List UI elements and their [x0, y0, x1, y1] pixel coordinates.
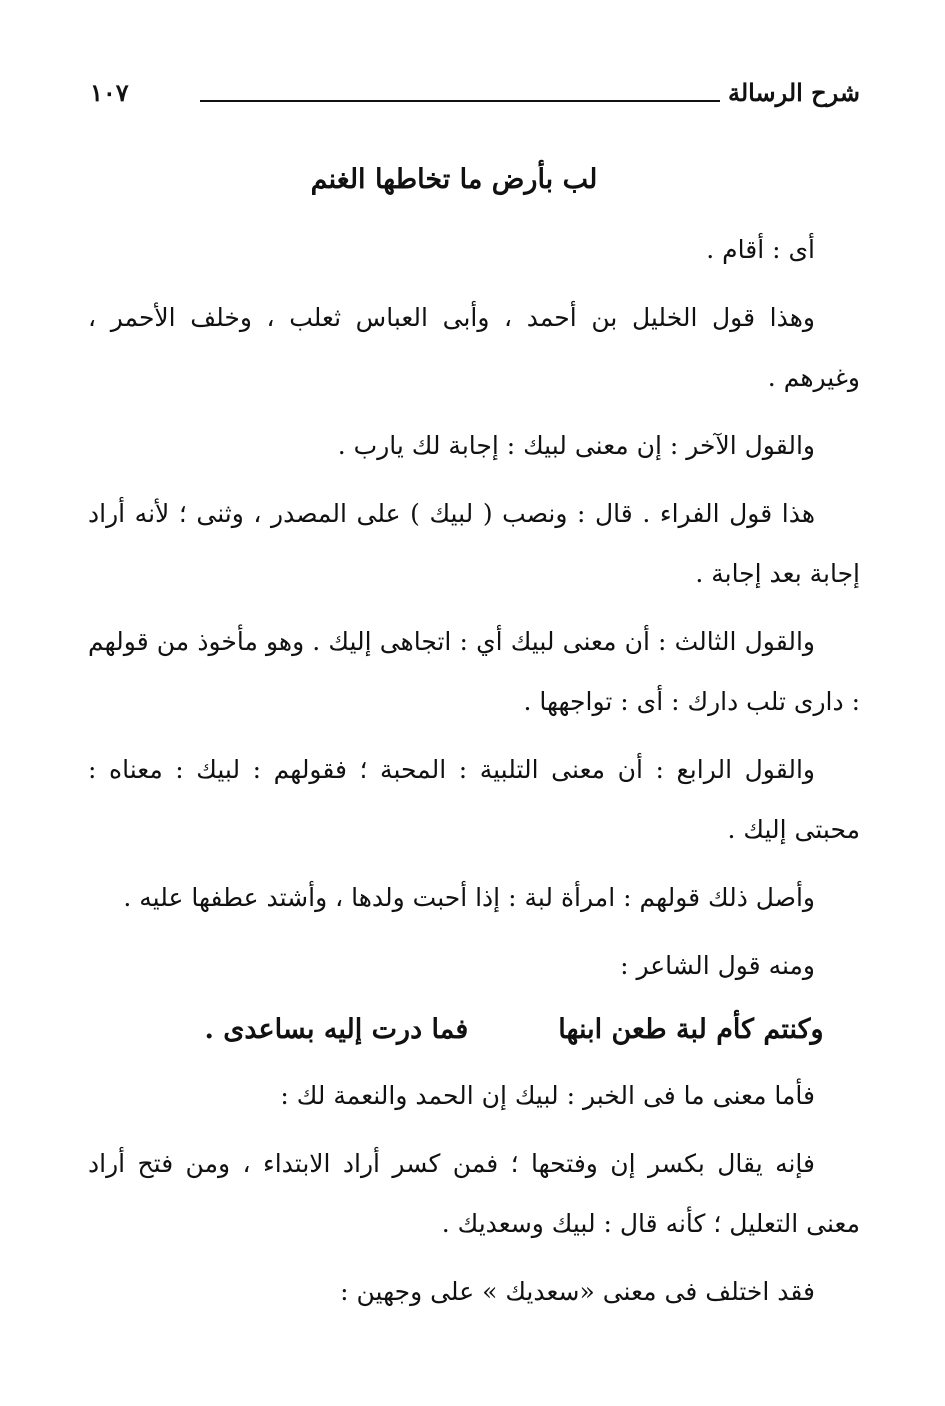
- body-text: [88, 150, 860, 1330]
- paragraph: والقول الثالث : أن معنى لبيك أي : اتجاهى إليك . وهو مأخوذ من قولهم : دارى تلب دارك : أى : تواجهها .: [88, 627, 860, 716]
- running-header: [90, 78, 860, 118]
- running-title: شرح الرسالة: [727, 78, 860, 107]
- paragraph: فإنه يقال بكسر إن وفتحها ؛ فمن كسر أراد الابتداء ، ومن فتح أراد معنى التعليل ؛ كأنه قال : لبيك وسعديك .: [88, 1149, 860, 1238]
- page-number: ١٠٧: [90, 78, 129, 107]
- paragraph: والقول الآخر : إن معنى لبيك : إجابة لك يارب .: [337, 431, 815, 460]
- paragraph: فقد اختلف فى معنى «سعديك » على وجهين :: [340, 1277, 815, 1306]
- paragraph: والقول الرابع : أن معنى التلبية : المحبة ؛ فقولهم : لبيك : معناه : محبتى إليك .: [88, 755, 860, 844]
- paragraph: هذا قول الفراء . قال : ونصب ( لبيك ) على المصدر ، وثنى ؛ لأنه أراد إجابة بعد إجابة .: [88, 499, 860, 588]
- paragraph: أى : أقام .: [706, 235, 815, 264]
- paragraph: وأصل ذلك قولهم : امرأة لبة : إذا أحبت ولدها ، وأشتد عطفها عليه .: [123, 883, 815, 912]
- verse-fragment: لب بأرض ما تخاطها الغنم: [310, 164, 598, 195]
- paragraph: فأما معنى ما فى الخبر : لبيك إن الحمد والنعمة لك :: [280, 1081, 815, 1110]
- paragraph: وهذا قول الخليل بن أحمد ، وأبى العباس ثعلب ، وخلف الأحمر ، وغيرهم .: [88, 303, 860, 392]
- poetry-couplet: [88, 1000, 860, 1060]
- header-rule: [200, 100, 720, 102]
- couplet-first-hemistich: وكنتم كأم لبة طعن ابنها: [558, 1014, 824, 1045]
- couplet-second-hemistich: فما درت إليه بساعدى .: [204, 1014, 469, 1045]
- paragraph: ومنه قول الشاعر :: [620, 951, 815, 980]
